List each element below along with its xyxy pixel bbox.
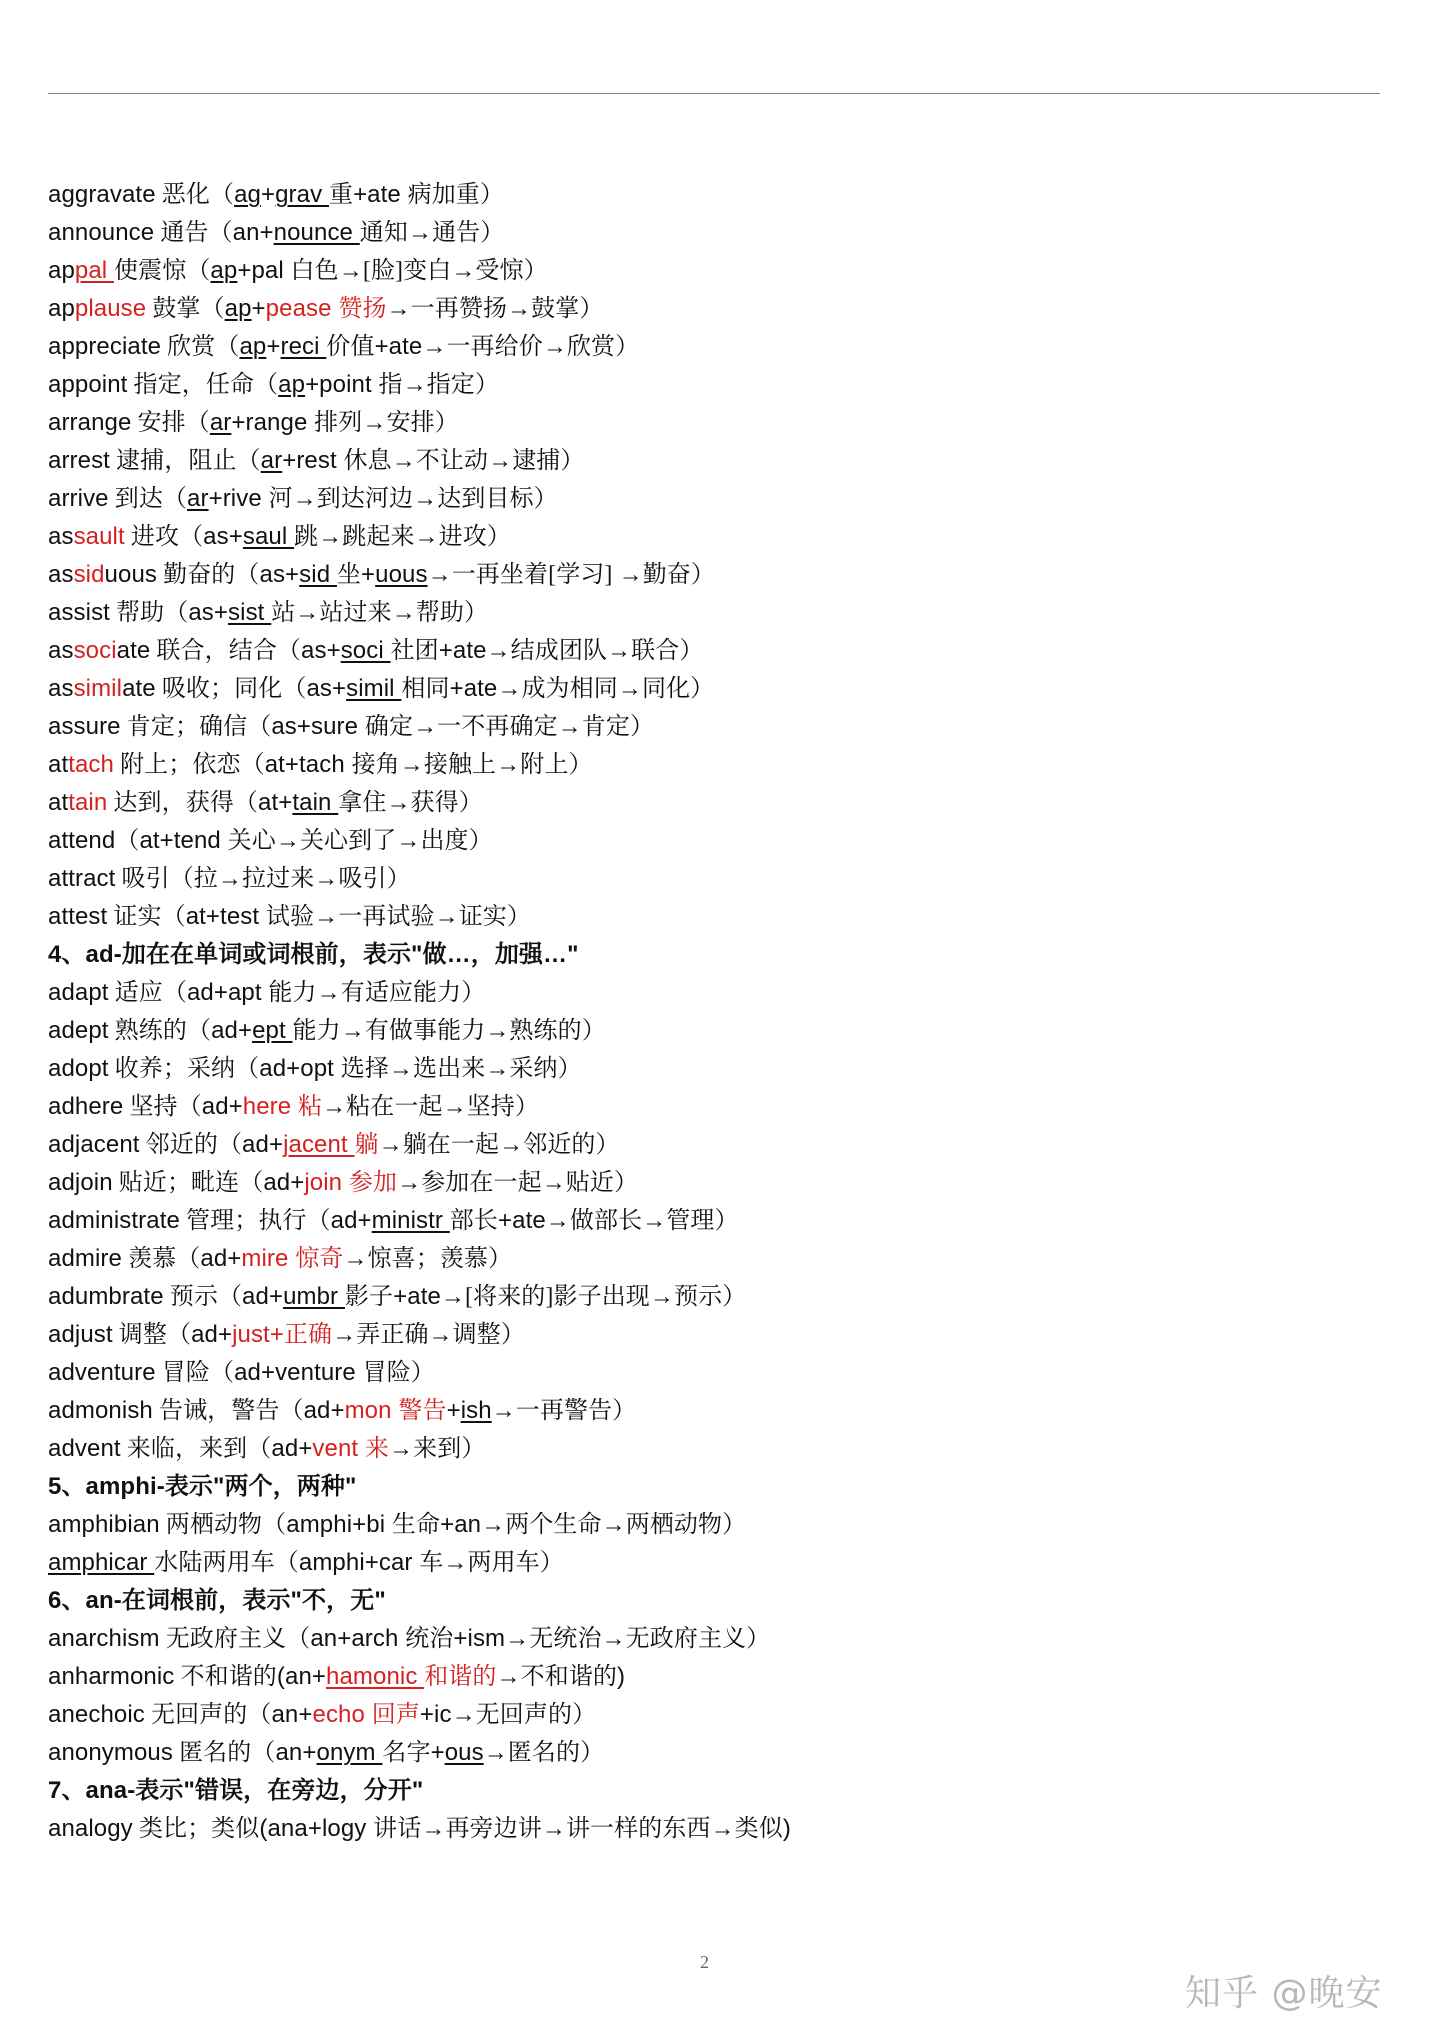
vocab-entry [48, 632, 1388, 670]
text-segment: ap [239, 333, 267, 360]
text-segment: assure [48, 713, 121, 740]
text-segment: an+arch [310, 1625, 406, 1652]
text-segment: 水陆两用车（ [154, 1550, 299, 1576]
text-segment: 重 [328, 182, 354, 208]
text-segment: （ [115, 828, 140, 854]
text-segment: just+ [232, 1321, 284, 1348]
text-segment: 无回声的（ [144, 1702, 272, 1728]
text-segment: an+ [275, 1739, 317, 1766]
text-segment: adjust [48, 1321, 113, 1348]
text-segment: announce [48, 219, 155, 246]
text-segment: 吸引（拉→拉过来→吸引） [115, 866, 411, 892]
text-segment: mire [241, 1245, 296, 1272]
vocab-entry [48, 708, 1388, 746]
text-segment: 排列→安排） [314, 410, 459, 436]
text-segment: 警告 [398, 1398, 447, 1424]
text-segment: 安排（ [131, 410, 210, 436]
text-segment: ad+ [271, 1435, 313, 1462]
text-segment: anechoic [48, 1701, 145, 1728]
text-segment: 逮捕，阻止（ [109, 448, 261, 474]
text-segment: ar [209, 409, 232, 436]
text-segment: admonish [48, 1397, 153, 1424]
text-segment: hamonic [326, 1663, 425, 1690]
section-heading [48, 1772, 1388, 1810]
vocab-entry [48, 1050, 1388, 1088]
text-segment: nounce [273, 219, 360, 246]
text-segment: adopt [48, 1055, 109, 1082]
text-segment: ad+apt [186, 979, 269, 1006]
text-segment: 使震惊（ [114, 258, 211, 284]
text-segment: ) [617, 1663, 626, 1690]
vocab-entry [48, 442, 1388, 480]
text-segment: +range [231, 409, 315, 436]
text-segment: ap [278, 371, 306, 398]
text-segment: 达到，获得（ [107, 790, 259, 816]
text-segment: aggravate [48, 181, 156, 208]
text-segment: ap [210, 257, 238, 284]
text-segment: + [430, 1739, 445, 1766]
text-segment: 到达（ [108, 486, 188, 512]
text-segment: →躺在一起→邻近的） [378, 1132, 620, 1158]
text-segment: reci [280, 333, 327, 360]
text-segment: 能力→有适应能力） [268, 980, 486, 1006]
text-segment: 欣赏（ [161, 334, 240, 360]
vocabulary-list [48, 176, 1388, 1848]
text-segment: 部长 [449, 1208, 498, 1234]
section-heading [48, 1468, 1388, 1506]
text-segment: as [48, 675, 74, 702]
vocab-entry [48, 1430, 1388, 1468]
text-segment: saul [242, 523, 295, 550]
text-segment: 生命 [391, 1512, 441, 1538]
text-segment: ad+ [303, 1397, 345, 1424]
text-segment: assist [48, 599, 110, 626]
text-segment: →两个生命→两栖动物） [481, 1512, 747, 1538]
text-segment: +pal [237, 257, 291, 284]
text-segment: 邻近的（ [139, 1132, 243, 1158]
vocab-entry [48, 974, 1388, 1012]
text-segment: an+ [232, 219, 274, 246]
text-segment: 无政府主义（ [159, 1626, 311, 1652]
text-segment: +ate [374, 333, 423, 360]
text-segment: 白色→[脸]变白→受惊） [290, 258, 548, 284]
text-segment: 联合，结合（ [150, 638, 302, 664]
text-segment: 7、ana-表示"错误，在旁边，分开" [48, 1777, 424, 1804]
text-segment: (ana+logy [259, 1815, 374, 1842]
text-segment: ad+venture [234, 1359, 363, 1386]
text-segment: 参加 [348, 1170, 398, 1196]
text-segment: sist [228, 599, 272, 626]
text-segment: appoint [48, 371, 128, 398]
vocab-entry [48, 252, 1388, 290]
text-segment: + [266, 333, 281, 360]
text-segment: as+ [301, 637, 341, 664]
text-segment: + [446, 1397, 461, 1424]
text-segment: 羡慕（ [121, 1246, 201, 1272]
vocab-entry [48, 556, 1388, 594]
text-segment: 类比；类似 [132, 1816, 260, 1842]
text-segment: 河→到达河边→达到目标） [268, 486, 558, 512]
text-segment: ad+ [330, 1207, 372, 1234]
vocab-entry [48, 1392, 1388, 1430]
text-segment: 通知→通告） [359, 220, 505, 246]
text-segment: →一再坐着[学习] →勤奋） [427, 562, 715, 588]
text-segment: ept [252, 1017, 293, 1044]
text-segment: at [48, 751, 69, 778]
text-segment: ar [260, 447, 283, 474]
vocab-entry [48, 1126, 1388, 1164]
text-segment: 休息→不让动→逮捕） [343, 448, 585, 474]
text-segment: +point [305, 371, 379, 398]
text-segment: 选择→选出来→采纳） [340, 1056, 582, 1082]
text-segment: amphi+car [298, 1549, 420, 1576]
text-segment: 指定，任命（ [127, 372, 279, 398]
text-segment: at+test [185, 903, 266, 930]
text-segment: arrest [48, 447, 110, 474]
text-segment: ad+ [242, 1131, 284, 1158]
text-segment: ad+opt [259, 1055, 341, 1082]
text-segment: attract [48, 865, 116, 892]
text-segment: vent [312, 1435, 365, 1462]
vocab-entry [48, 480, 1388, 518]
text-segment: 和谐的 [424, 1664, 497, 1690]
text-segment: pal [74, 257, 115, 284]
text-segment: as [48, 523, 74, 550]
text-segment: ish [460, 1397, 492, 1424]
text-segment: here [242, 1093, 298, 1120]
text-segment: +ic [419, 1701, 452, 1728]
text-segment: 指→指定） [378, 372, 499, 398]
text-segment: 跳→跳起来→进攻） [294, 524, 511, 550]
text-segment: sault [73, 523, 125, 550]
text-segment: uous [104, 561, 157, 588]
text-segment: adept [48, 1017, 109, 1044]
text-segment: 影子 [344, 1284, 394, 1310]
text-segment: attend [48, 827, 116, 854]
text-segment: →弄正确→调整） [332, 1322, 525, 1348]
vocab-entry [48, 214, 1388, 252]
vocab-entry [48, 784, 1388, 822]
text-segment: arrive [48, 485, 109, 512]
text-segment: →做部长→管理） [545, 1208, 739, 1234]
text-segment: 来临，来到（ [120, 1436, 272, 1462]
vocab-entry [48, 898, 1388, 936]
text-segment: uous [375, 561, 428, 588]
text-segment: +an [440, 1511, 482, 1538]
text-segment: →[将来的]影子出现→预示） [440, 1284, 747, 1310]
vocab-entry [48, 860, 1388, 898]
text-segment: 讲话→再旁边讲→讲一样的东西→类似 [373, 1816, 783, 1842]
text-segment: 吸收；同化（ [155, 676, 307, 702]
text-segment: ad+ [242, 1283, 284, 1310]
text-segment: →一再警告） [491, 1398, 637, 1424]
text-segment: as+ [203, 523, 243, 550]
text-segment: as [48, 561, 74, 588]
text-segment: as+ [259, 561, 300, 588]
text-segment: →一再给价→欣赏） [422, 334, 640, 360]
text-segment: an+ [271, 1701, 313, 1728]
vocab-entry [48, 1088, 1388, 1126]
text-segment: 坐 [336, 562, 362, 588]
text-segment: administrate [48, 1207, 180, 1234]
text-segment: as+ [188, 599, 229, 626]
text-segment: advent [48, 1435, 121, 1462]
text-segment: →无统治→无政府主义） [505, 1626, 771, 1652]
text-segment: 勤奋的（ [157, 562, 260, 588]
text-segment: at+tend [139, 827, 228, 854]
text-segment: ) [782, 1815, 791, 1842]
text-segment: 恶化（ [155, 182, 235, 208]
vocab-entry [48, 1658, 1388, 1696]
text-segment: 社团 [390, 638, 439, 664]
text-segment: +rest [282, 447, 344, 474]
text-segment: ous [444, 1739, 484, 1766]
text-segment: mon [344, 1397, 399, 1424]
section-heading [48, 1582, 1388, 1620]
vocab-entry [48, 746, 1388, 784]
text-segment: 匿名的（ [172, 1740, 276, 1766]
text-segment: sid [299, 561, 337, 588]
text-segment: 管理；执行（ [179, 1208, 331, 1234]
text-segment: ministr [371, 1207, 450, 1234]
text-segment: +ate [393, 1283, 441, 1310]
text-segment: 告诫，警告（ [152, 1398, 304, 1424]
text-segment: 不和谐的 [174, 1664, 277, 1690]
text-segment: adjoin [48, 1169, 113, 1196]
text-segment: 接角→接触上→附上） [351, 752, 593, 778]
text-segment: ate [122, 675, 156, 702]
text-segment: arrange [48, 409, 132, 436]
text-segment: 能力→有做事能力→熟练的） [292, 1018, 606, 1044]
text-segment: adumbrate [48, 1283, 164, 1310]
text-segment: 正确 [283, 1322, 333, 1348]
text-segment: →粘在一起→坚持） [322, 1094, 539, 1120]
text-segment: 调整（ [112, 1322, 192, 1348]
text-segment: +ate [438, 637, 487, 664]
text-segment: 通告（ [154, 220, 233, 246]
text-segment: ate [116, 637, 151, 664]
text-segment: simil [73, 675, 123, 702]
text-segment: ag [234, 181, 261, 208]
text-segment: 统治 [405, 1626, 454, 1652]
text-segment: 预示（ [163, 1284, 243, 1310]
text-segment: 两栖动物（ [159, 1512, 287, 1538]
vocab-entry [48, 1164, 1388, 1202]
text-segment: 4、ad-加在在单词或词根前，表示"做…，加强…" [48, 941, 579, 968]
text-segment: 相同 [401, 676, 450, 702]
text-segment: →匿名的） [483, 1740, 605, 1766]
text-segment: amphibian [48, 1511, 160, 1538]
text-segment: 来 [364, 1436, 390, 1462]
text-segment: 鼓掌（ [146, 296, 225, 322]
vocab-entry [48, 176, 1388, 214]
text-segment: ad+ [201, 1093, 243, 1120]
text-segment: soci [73, 637, 117, 664]
text-segment: as [48, 637, 74, 664]
vocab-entry [48, 1544, 1388, 1582]
text-segment: 熟练的（ [108, 1018, 212, 1044]
vocab-entry [48, 1620, 1388, 1658]
text-segment: ap [48, 295, 75, 322]
text-segment: 进攻（ [124, 524, 204, 550]
vocab-entry [48, 328, 1388, 366]
text-segment: →惊喜；羡慕） [343, 1246, 513, 1272]
text-segment: anonymous [48, 1739, 173, 1766]
vocab-entry [48, 1506, 1388, 1544]
text-segment: 站→站过来→帮助） [271, 600, 489, 626]
vocab-entry [48, 366, 1388, 404]
text-segment: 躺 [354, 1132, 379, 1158]
text-segment: (an+ [276, 1663, 327, 1690]
text-segment: 惊奇 [295, 1246, 344, 1272]
text-segment: 收养；采纳（ [108, 1056, 260, 1082]
vocab-entry [48, 1696, 1388, 1734]
text-segment: 关心→关心到了→出度） [227, 828, 493, 854]
text-segment: at+ [258, 789, 293, 816]
text-segment: ad+ [211, 1017, 253, 1044]
text-segment: 拿住→获得） [338, 790, 483, 816]
text-segment: 证实（ [107, 904, 186, 930]
text-segment: →参加在一起→贴近） [397, 1170, 639, 1196]
vocab-entry [48, 1316, 1388, 1354]
text-segment: sid [73, 561, 105, 588]
text-segment: at [48, 789, 69, 816]
text-segment: 价值 [326, 334, 375, 360]
text-segment: 贴近；毗连（ [112, 1170, 264, 1196]
text-segment: 帮助（ [109, 600, 189, 626]
text-segment: 回声 [371, 1702, 420, 1728]
vocab-entry [48, 518, 1388, 556]
text-segment: anharmonic [48, 1663, 175, 1690]
vocab-entry [48, 1012, 1388, 1050]
text-segment: echo [312, 1701, 372, 1728]
text-segment: +ism [453, 1625, 506, 1652]
text-segment: adhere [48, 1093, 124, 1120]
text-segment: 冒险） [362, 1360, 435, 1386]
text-segment: 确定→一不再确定→肯定） [364, 714, 655, 740]
text-segment: simil [346, 675, 402, 702]
header-rule [48, 93, 1380, 94]
vocab-entry [48, 1278, 1388, 1316]
text-segment: +ate [498, 1207, 546, 1234]
vocab-entry [48, 1240, 1388, 1278]
text-segment: grav [275, 181, 329, 208]
text-segment: →无回声的） [451, 1702, 597, 1728]
vocab-entry [48, 1734, 1388, 1772]
text-segment: 名字 [382, 1740, 431, 1766]
text-segment: adventure [48, 1359, 156, 1386]
text-segment: →一再赞扬→鼓掌） [386, 296, 604, 322]
vocab-entry [48, 594, 1388, 632]
text-segment: admire [48, 1245, 122, 1272]
text-segment: pease [265, 295, 339, 322]
text-segment: 6、an-在词根前，表示"不，无" [48, 1587, 386, 1614]
section-heading [48, 936, 1388, 974]
text-segment: join [304, 1169, 349, 1196]
vocab-entry [48, 404, 1388, 442]
vocab-entry [48, 1202, 1388, 1240]
vocab-entry [48, 670, 1388, 708]
text-segment: ap [48, 257, 75, 284]
text-segment: adapt [48, 979, 109, 1006]
text-segment: 5、amphi-表示"两个，两种" [48, 1473, 357, 1500]
text-segment: plause [74, 295, 147, 322]
text-segment: + [251, 295, 266, 322]
text-segment: ar [187, 485, 209, 512]
text-segment: ap [224, 295, 252, 322]
watermark: 知乎 @晚安 [1185, 1973, 1383, 2014]
vocab-entry [48, 822, 1388, 860]
text-segment: jacent [283, 1131, 355, 1158]
text-segment: 病加重） [407, 182, 505, 208]
text-segment: →来到） [389, 1436, 486, 1462]
text-segment: 赞扬 [338, 296, 387, 322]
text-segment: ad+ [200, 1245, 242, 1272]
text-segment: 附上；依恋（ [113, 752, 265, 778]
text-segment: →成为相同→同化） [497, 676, 715, 702]
text-segment: + [361, 561, 376, 588]
text-segment: ad+ [263, 1169, 305, 1196]
text-segment: appreciate [48, 333, 162, 360]
text-segment: ad+ [191, 1321, 233, 1348]
text-segment: 肯定；确信（ [120, 714, 272, 740]
text-segment: →不和谐的 [496, 1664, 618, 1690]
text-segment: attest [48, 903, 108, 930]
text-segment: 粘 [297, 1094, 323, 1120]
text-segment: as+sure [271, 713, 365, 740]
vocab-entry [48, 1810, 1388, 1848]
page-number: 2 [700, 1952, 709, 1972]
text-segment: amphicar [48, 1549, 155, 1576]
text-segment: tach [68, 751, 114, 778]
vocab-entry [48, 290, 1388, 328]
text-segment: + [260, 181, 276, 208]
text-segment: →结成团队→联合） [486, 638, 704, 664]
text-segment: onym [316, 1739, 383, 1766]
text-segment: adjacent [48, 1131, 140, 1158]
text-segment: at+tach [264, 751, 352, 778]
text-segment: tain [292, 789, 339, 816]
text-segment: 试验→一再试验→证实） [265, 904, 532, 930]
text-segment: analogy [48, 1815, 133, 1842]
text-segment: soci [340, 637, 391, 664]
text-segment: tain [68, 789, 108, 816]
vocab-entry [48, 1354, 1388, 1392]
text-segment: as+ [306, 675, 347, 702]
text-segment: 坚持（ [123, 1094, 202, 1120]
text-segment: amphi+bi [286, 1511, 392, 1538]
text-segment: +rive [208, 485, 269, 512]
text-segment: 冒险（ [155, 1360, 235, 1386]
text-segment: +ate [353, 181, 408, 208]
text-segment: anarchism [48, 1625, 160, 1652]
text-segment: umbr [283, 1283, 345, 1310]
text-segment: +ate [449, 675, 498, 702]
text-segment: 车→两用车） [419, 1550, 564, 1576]
text-segment: 适应（ [108, 980, 187, 1006]
